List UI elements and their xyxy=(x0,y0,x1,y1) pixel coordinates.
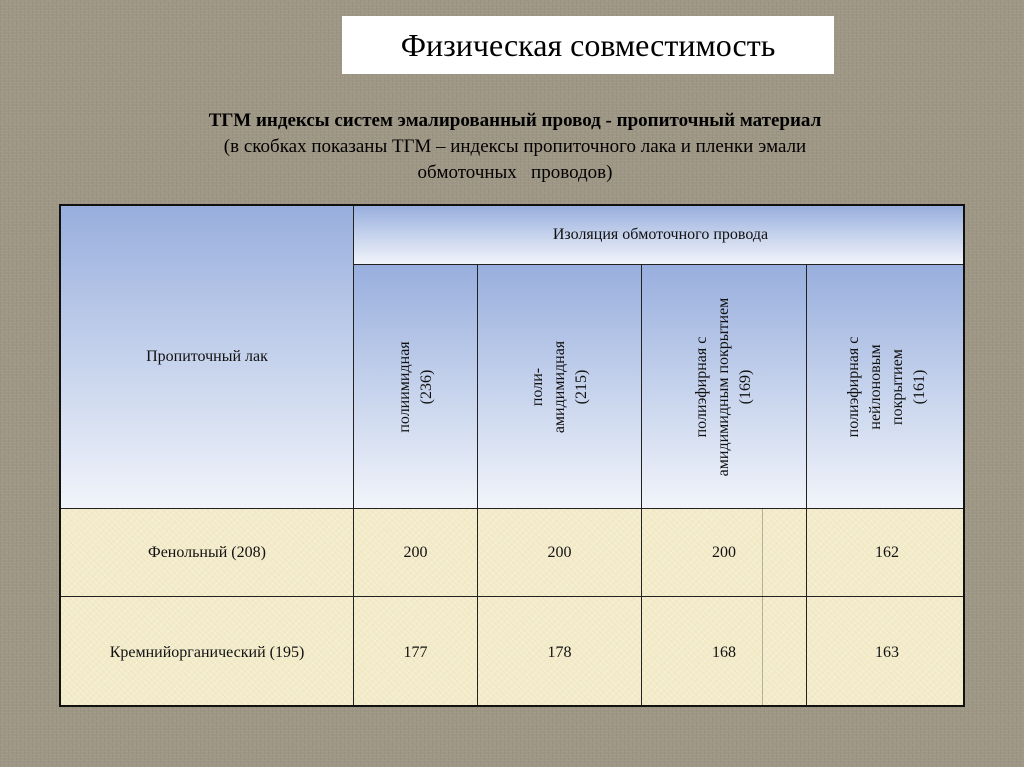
table-divider xyxy=(762,508,763,707)
table-cell: 162 xyxy=(806,508,965,596)
group-header-cell xyxy=(353,206,965,264)
column-header-polyester-nylon xyxy=(806,264,965,508)
row-header-label: Пропиточный лак xyxy=(146,348,268,365)
table-cell: 163 xyxy=(806,596,965,707)
table-cell: 200 xyxy=(477,508,641,596)
subtitle-line-3: обмоточных проводов) xyxy=(417,162,613,183)
subtitle-line-1: ТГМ индексы систем эмалированный провод - пропиточный материал xyxy=(208,110,822,131)
row-header-cell xyxy=(61,206,353,508)
subtitle-line-2: (в скобках показаны ТГМ – индексы пропиточного лака и пленки эмали xyxy=(223,136,807,157)
column-header-polyester-amideimide xyxy=(641,264,806,508)
table-cell: 200 xyxy=(353,508,477,596)
table-cell: 178 xyxy=(477,596,641,707)
slide-subtitle xyxy=(100,108,930,186)
compatibility-table xyxy=(59,204,965,707)
column-header-polyamideimide-text: поли- амидимидная (215) xyxy=(528,340,590,433)
column-header-polyester-nylon-text: полиэфирная с нейлоновым покрытием (161) xyxy=(845,336,928,437)
column-header-polyester-amideimide-text: полиэфирная с амидимидным покрытием (169) xyxy=(693,297,754,476)
column-header-polyimide-text: полиимидная (236) xyxy=(395,340,435,433)
table-cell: 177 xyxy=(353,596,477,707)
table-cell: 168 xyxy=(641,596,806,707)
column-header-polyimide xyxy=(353,264,477,508)
group-header-label: Изоляция обмоточного провода xyxy=(552,226,769,243)
column-header-polyamideimide xyxy=(477,264,641,508)
slide-title xyxy=(342,16,834,74)
table-cell: 200 xyxy=(641,508,806,596)
table-row-label: Фенольный (208) xyxy=(61,508,353,596)
slide-title-text: Физическая совместимость xyxy=(400,26,776,63)
table-row-label: Кремнийорганический (195) xyxy=(61,596,353,707)
